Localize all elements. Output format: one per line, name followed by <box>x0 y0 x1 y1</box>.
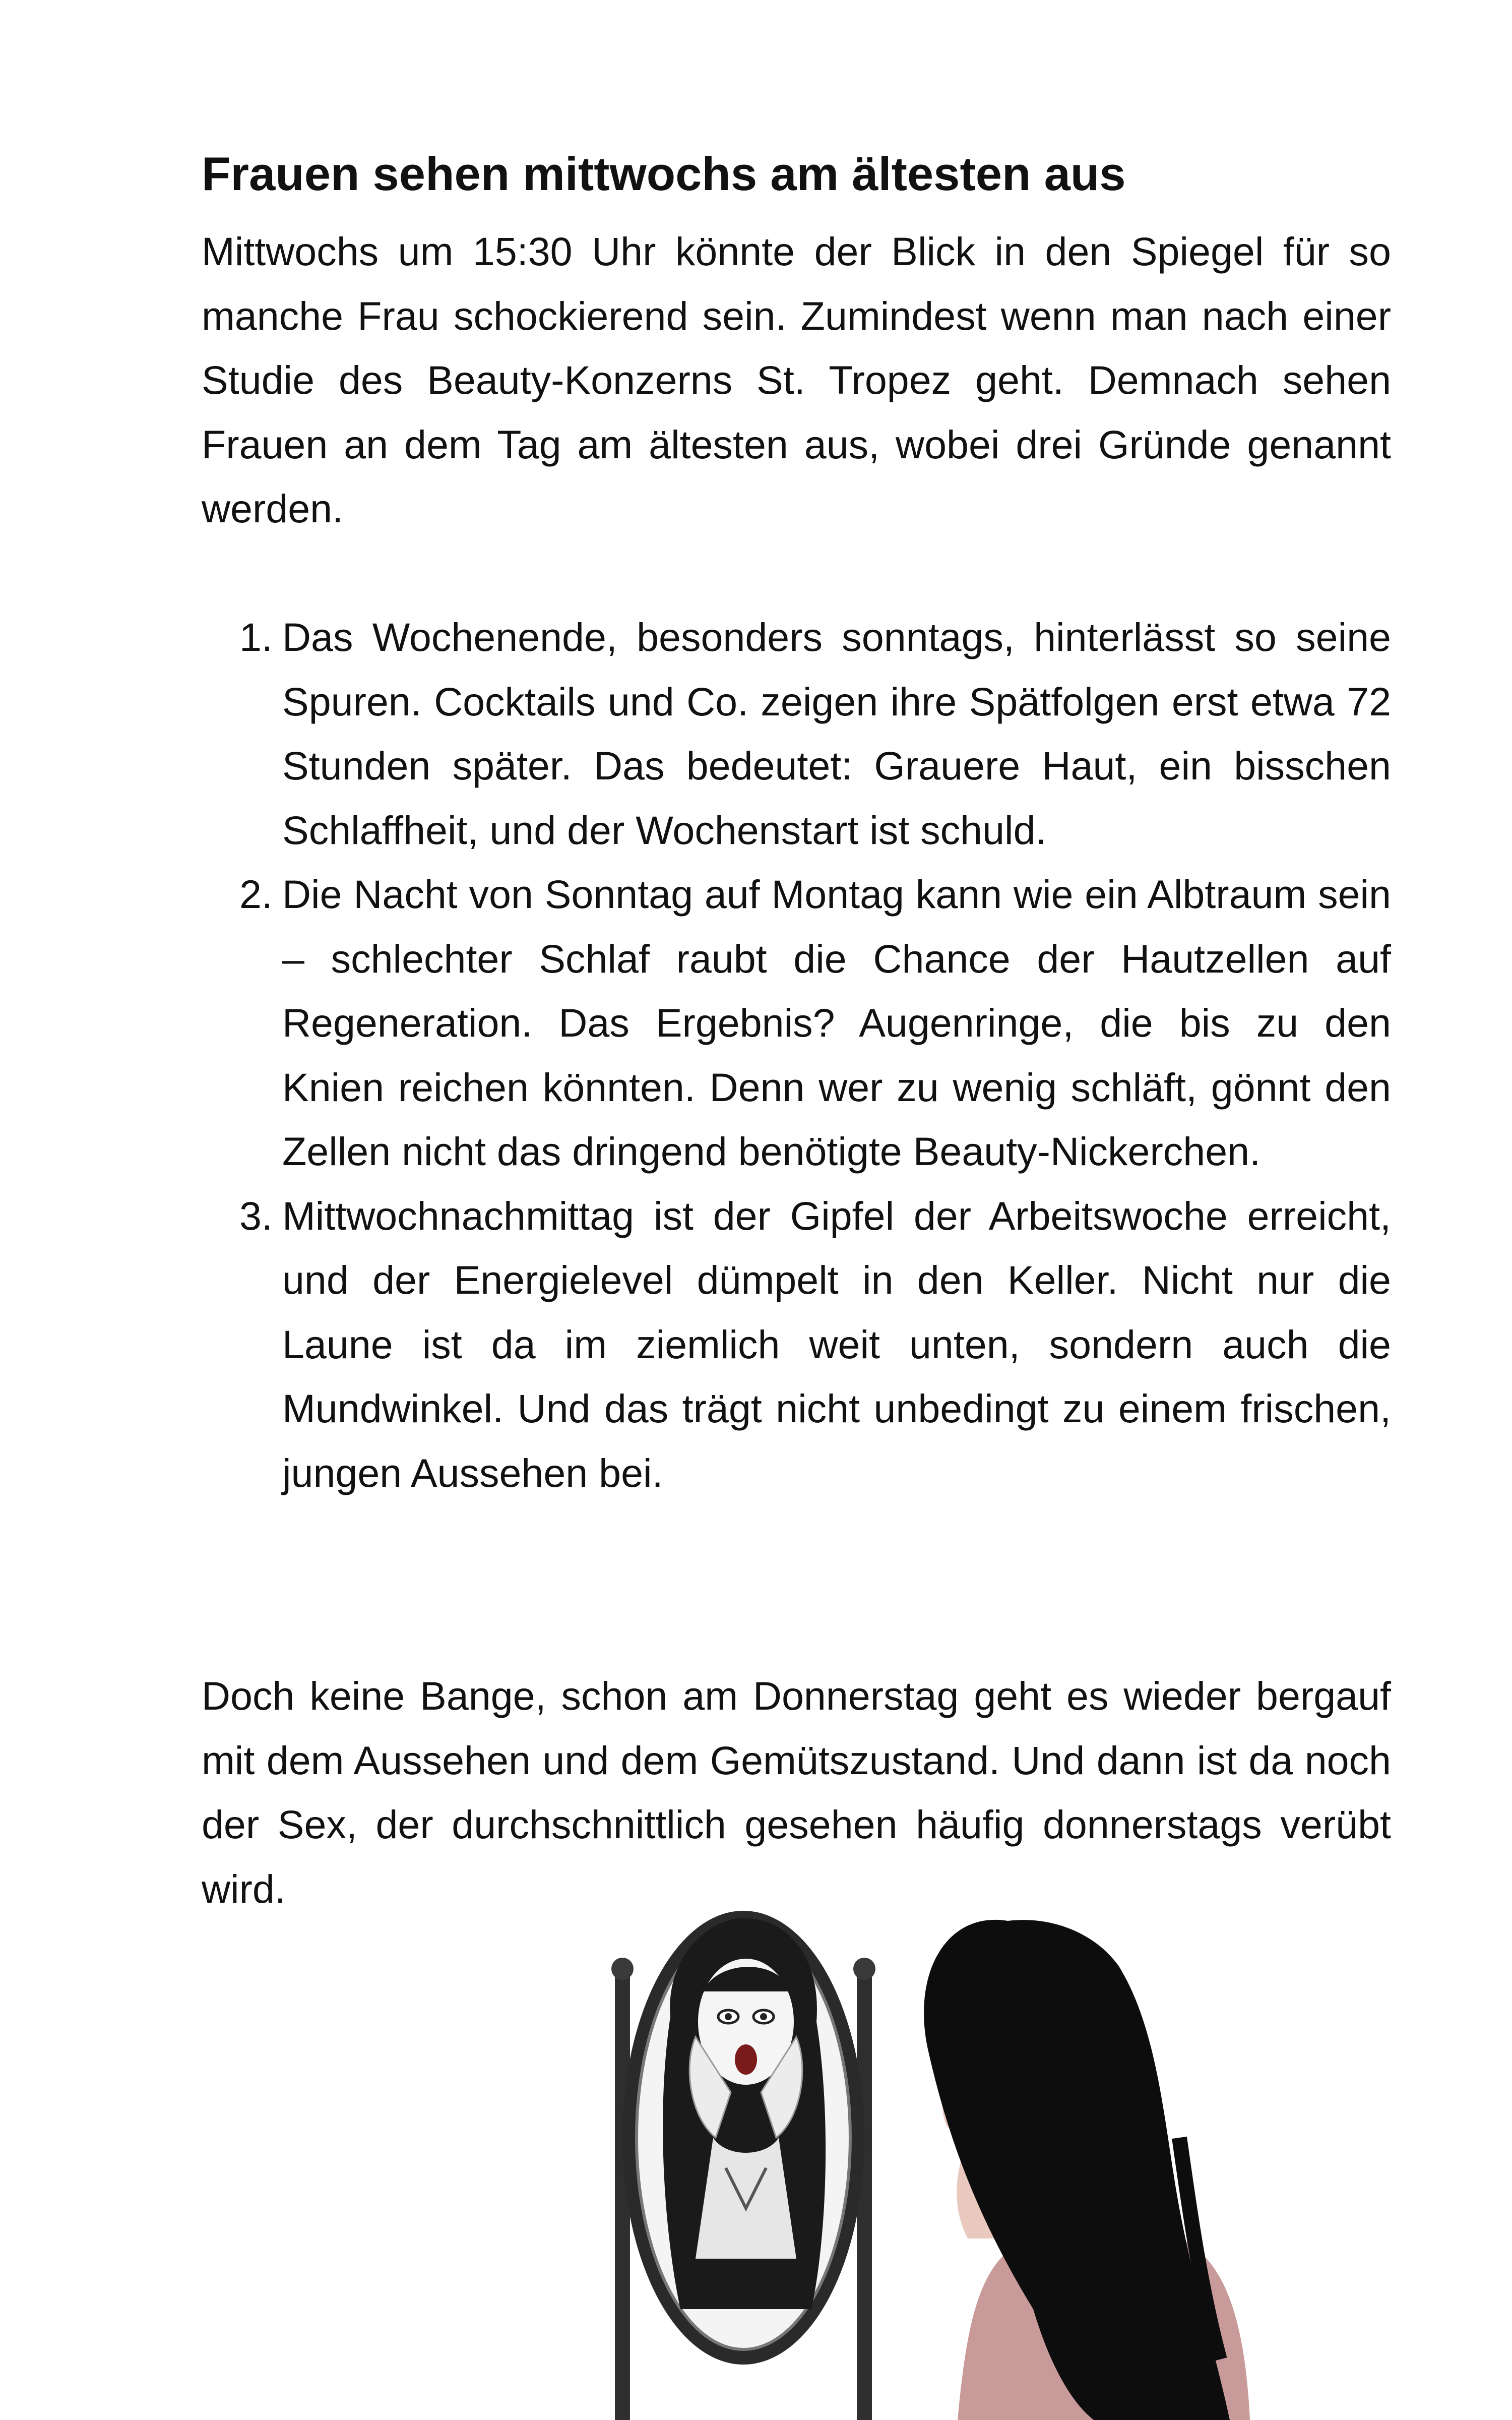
reasons-list <box>202 605 1391 1505</box>
outro-paragraph: Doch keine Bange, schon am Donnerstag geht es wieder bergauf mit dem Aussehen und dem Gemütszustand. Und dann ist da noch der Sex, der durchschnittlich gesehen häufig donnerstags verübt wird. <box>202 1673 1391 1911</box>
list-item <box>202 605 1391 862</box>
reflection <box>663 1918 826 2309</box>
list-item <box>202 862 1391 1184</box>
list-item-text: Mittwochnachmittag ist der Gipfel der Arbeitswoche erreicht, und der Energielevel dümpelt in den Keller. Nicht nur die Laune ist da im ziemlich weit unten, sondern auch die Mundwinkel. Und das trägt nicht unbedingt zu einem frischen, jungen Aussehen bei. <box>282 1193 1391 1495</box>
list-item-text: Die Nacht von Sonntag auf Montag kann wie ein Albtraum sein – schlechter Schlaf raubt die Chance der Hautzellen auf Regeneration. Das Ergebnis? Augenringe, die bis zu den Knien reichen könnten. Denn wer zu wenig schläft, gönnt den Zellen nicht das dringend benötigte Beauty-Nickerchen. <box>282 872 1391 1174</box>
list-item-number: 3. <box>239 1193 273 1238</box>
woman-figure <box>924 1920 1250 2420</box>
intro-paragraph: Mittwochs um 15:30 Uhr könnte der Blick in den Spiegel für so manche Frau schockierend sein. Zumindest wenn man nach einer Studie des Beauty-Konzerns St. Tropez geht. Demnach sehen Frauen an dem Tag am ältesten aus, wobei drei Gründe genannt werden. <box>202 229 1391 531</box>
list-item-number: 2. <box>239 872 273 917</box>
article-title: Frauen sehen mittwochs am ältesten aus <box>202 147 1126 200</box>
list-item-number: 1. <box>239 615 273 659</box>
list-item <box>202 1184 1391 1505</box>
list-item-text: Das Wochenende, besonders sonntags, hinterlässt so seine Spuren. Cocktails und Co. zeigen ihre Spätfolgen erst etwa 72 Stunden später. Das bedeutet: Grauere Haut, ein bisschen Schlaffheit, und der Wochenstart ist schuld. <box>282 615 1391 853</box>
woman-mirror-illustration <box>595 1855 1300 2420</box>
